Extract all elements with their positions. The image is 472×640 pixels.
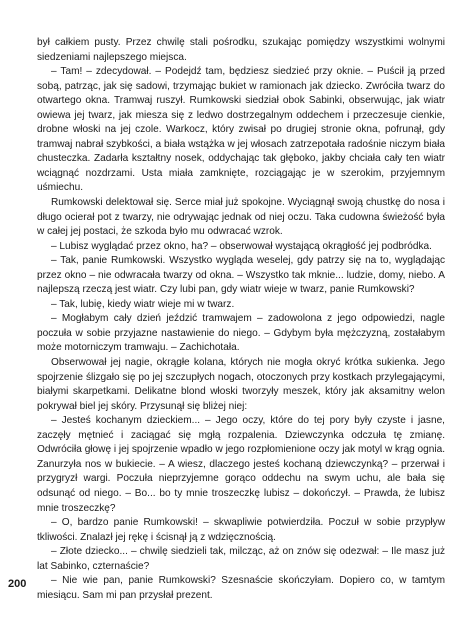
paragraph: był całkiem pusty. Przez chwilę stali pośrodku, szukając pomiędzy wszystkimi wolnymi siedzeniami najlepszego miejsca. [37, 37, 445, 63]
paragraph: – Tak, panie Rumkowski. Wszystko wygląda weselej, gdy patrzy się na to, wyglądając przez okno – nie odwracała twarzy od okna. – Wszystko tak mknie... ludzie, domy, niebo. A najlepszą rzeczą jest wiatr. Czy lubi pan, gdy wiatr wieje w twarz, panie Rumkowski? [37, 255, 445, 296]
paragraph: – O, bardzo panie Rumkowski! – skwapliwie potwierdziła. Poczuł w sobie przypływ tkliwości. Znalazł jej rękę i ścisnął ją z wdzięcznością. [37, 517, 445, 543]
paragraph: – Tak, lubię, kiedy wiatr wieje mi w twarz. [51, 298, 235, 310]
paragraph: Obserwował jej nagie, okrągłe kolana, których nie mogła okryć krótka sukienka. Jego spojrzenie ślizgało się po jej szczupłych nogach, otoczonych przy kostkach przylegającymi, białymi skarpetkami. Delikatne blond włoski tworzyły meszek, który jak aksamitny welon pokrywał biel jej skóry. Przysunął się bliżej niej: [37, 357, 445, 412]
paragraph: – Jesteś kochanym dzieckiem... – Jego oczy, które do tej pory były czyste i jasne, zaczęły mętnieć i zaciągać się mgłą rozpalenia. Dziewczynka odczuła tę zmianę. Odwróciła głowę i jej spojrzenie wpadło w jego rozpłomienione oczy jak motyl w krąg ognia. Zanurzyła nos w bukiecie. – A wiesz, dlaczego jesteś kochaną dziewczynką? – przerwał i przygryzł wargi. Poczuła nieprzyjemne gorąco oddechu na swym uchu, ale bała się odsunąć od niego. – Bo... bo ty mnie troszeczkę lubisz – dokończył. – Prawda, że lubisz mnie troszeczkę? [37, 415, 445, 514]
paragraph: Rumkowski delektował się. Serce miał już spokojne. Wyciągnął swoją chustkę do nosa i długo ocierał pot z twarzy, nie odrywając jednak od niej oczu. Taka cudowna świeżość była w całej jej postaci, że szkoda było mu odwracać wzrok. [37, 197, 445, 238]
paragraph: – Nie wie pan, panie Rumkowski? Szesnaście skończyłam. Dopiero co, w tamtym miesiącu. Sam mi pan przysłał prezent. [37, 575, 445, 601]
page-number: 200 [8, 578, 27, 590]
paragraph: – Mogłabym cały dzień jeździć tramwajem – zadowolona z jego odpowiedzi, nagle poczuła w sobie przyjazne nastawienie do niego. – Gdybym była mężczyzną, zostałabym może motorniczym tramwaju. – Zachichotała. [37, 313, 445, 354]
body-text [37, 36, 445, 603]
paragraph: – Złote dziecko... – chwilę siedzieli tak, milcząc, aż on znów się odezwał: – Ile masz już lat Sabinko, czternaście? [37, 546, 445, 572]
paragraph: – Lubisz wyglądać przez okno, ha? – obserwował wystającą okrągłość jej podbródka. [51, 240, 432, 252]
paragraph: – Tam! – zdecydował. – Podejdź tam, będziesz siedzieć przy oknie. – Puścił ją przed sobą, patrząc, jak się sadowi, trzymając bukiet w ramionach jak dziecko. Zwróciła twarz do otwartego okna. Tramwaj ruszył. Rumkowski siedział obok Sabinki, obserwując, jak wiatr owiewa jej twarz, jak miesza się z ledwo dostrzegalnym oddechem i przeczesuje cienkie, drobne włoski na jej czole. Warkocz, który zwisał po drugiej stronie okna, pofrunął, gdy tramwaj nabrał szybkości, a biała wstążka w jej włosach zatrzepotała radośnie niczym biała chusteczka. Zadarła kształtny nosek, oddychając tak głęboko, jakby chciała cały ten wiatr wciągnąć nozdrzami. Usta miała zamknięte, rozciągając je w szerokim, przyjemnym uśmiechu. [37, 66, 445, 194]
